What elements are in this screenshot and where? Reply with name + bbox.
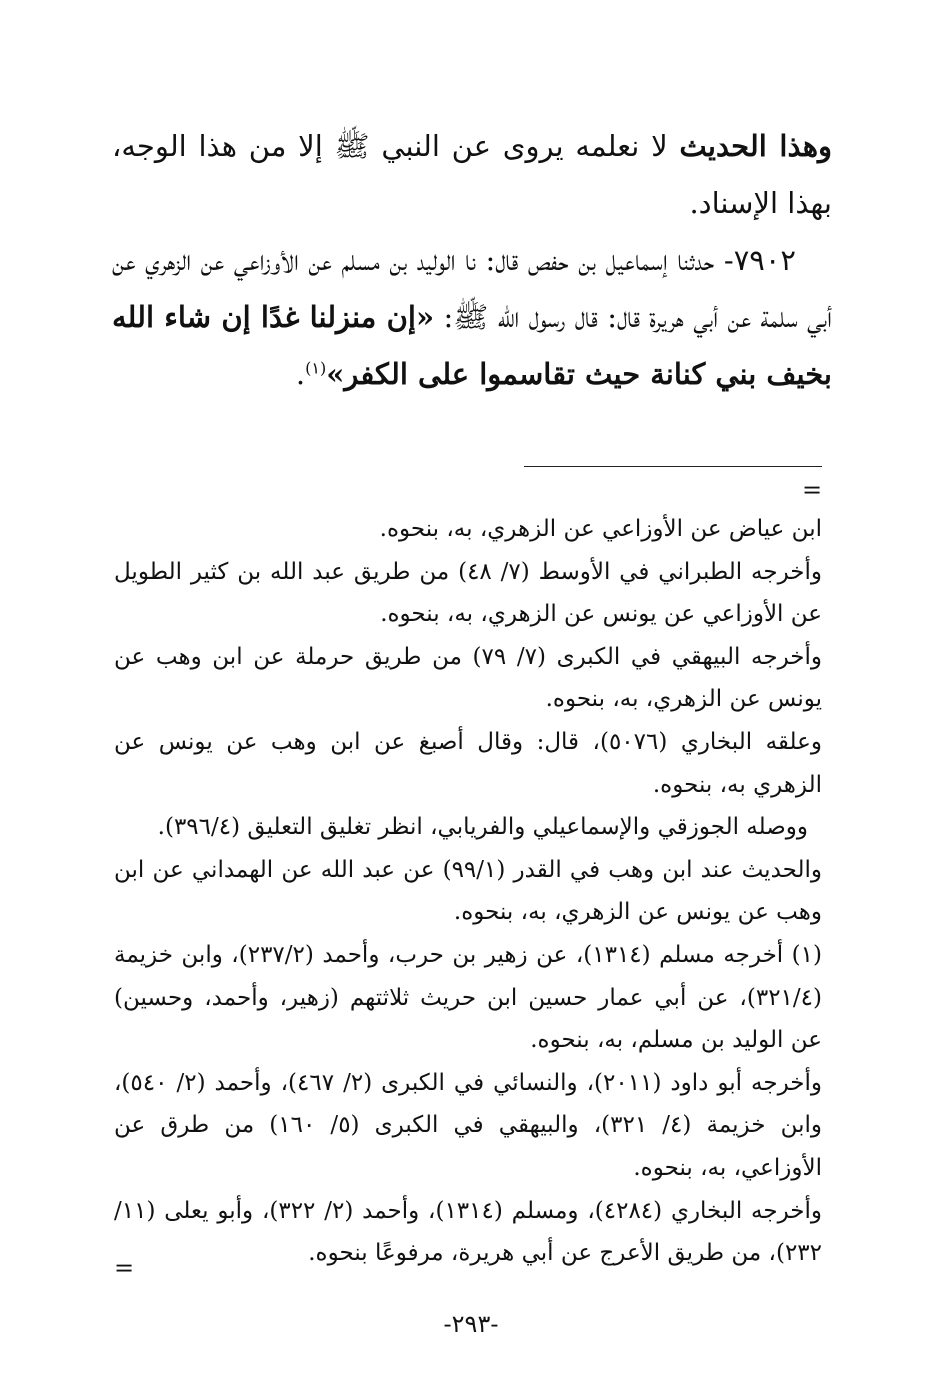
footnote-line: ابن عياض عن الأوزاعي عن الزهري، به، بنحوه. xyxy=(379,516,822,542)
continuation-mark-top: = xyxy=(802,476,823,504)
paragraph-1 xyxy=(112,118,832,232)
footnote-separator xyxy=(524,466,822,467)
paragraph-1-text: لا نعلمه يروى عن النبي ﷺ إلا من هذا الوجه، بهذا الإسناد. xyxy=(112,129,832,220)
continuation-mark-bottom: = xyxy=(114,1254,135,1282)
main-text xyxy=(112,118,832,403)
footnote-line: ووصله الجوزقي والإسماعيلي والفريابي، انظر تغليق التعليق (٣٩٦/٤). xyxy=(157,814,808,841)
footnote-line: وعلقه البخاري (٥٠٧٦)، قال: وقال أصبغ عن ابن وهب عن يونس عن الزهري به، بنحوه. xyxy=(114,728,823,798)
hadith-end: . xyxy=(295,357,306,391)
footnote-line: وأخرجه الطبراني في الأوسط (٧/ ٤٨) من طريق عبد الله بن كثير الطويل عن الأوزاعي عن يونس عن الزهري، به، بنحوه. xyxy=(114,558,822,628)
footnote-ref[interactable]: (١) xyxy=(305,358,327,378)
footnote-1: (١) أخرجه مسلم (١٣١٤)، عن زهير بن حرب، وأحمد (٢٣٧/٢)، وابن خزيمة (٣٢١/٤)، عن أبي عمار حسين ابن حريث ثلاثتهم (زهير، وأحمد، وحسين) عن الوليد بن مسلم، به، بنحوه. xyxy=(114,941,822,1054)
footnote-line: وأخرجه أبو داود (٢٠١١)، والنسائي في الكبرى (٢/ ٤٦٧)، وأحمد (٢/ ٥٤٠)، وابن خزيمة (٤/ ٣٢١)، والبيهقي في الكبرى (٥/ ١٦٠) من طرق عن الأوزاعي، به، بنحوه. xyxy=(114,1069,823,1181)
hadith-7902 xyxy=(112,232,832,403)
paragraph-1-bold: وهذا الحديث xyxy=(679,129,833,163)
page-number: -٢٩٣- xyxy=(443,1310,499,1338)
hadith-isnad: ٧٩٠٢- حدثنا إسماعيل بن حفص قال: نا الوليد بن مسلم عن الأوزاعي عن الزهري عن أبي سلمة عن أبي هريرة قال: قال رسول الله ﷺ: xyxy=(112,243,832,334)
footnote-line: وأخرجه البيهقي في الكبرى (٧/ ٧٩) من طريق حرملة عن ابن وهب عن يونس عن الزهري، به، بنحوه. xyxy=(114,643,822,713)
footnotes xyxy=(114,508,822,1275)
footnote-line: والحديث عند ابن وهب في القدر (٩٩/١) عن عبد الله عن الهمداني عن ابن وهب عن يونس عن الزهري، به، بنحوه. xyxy=(114,856,823,926)
hadith-matn: «إن منزلنا غدًا إن شاء الله بخيف بني كنانة حيث تقاسموا على الكفر» xyxy=(112,300,832,391)
footnote-line: وأخرجه البخاري (٤٢٨٤)، ومسلم (١٣١٤)، وأحمد (٢/ ٣٢٢)، وأبو يعلى (١١/ ٢٣٢)، من طريق الأعرج عن أبي هريرة، مرفوعًا بنحوه. xyxy=(114,1197,823,1267)
